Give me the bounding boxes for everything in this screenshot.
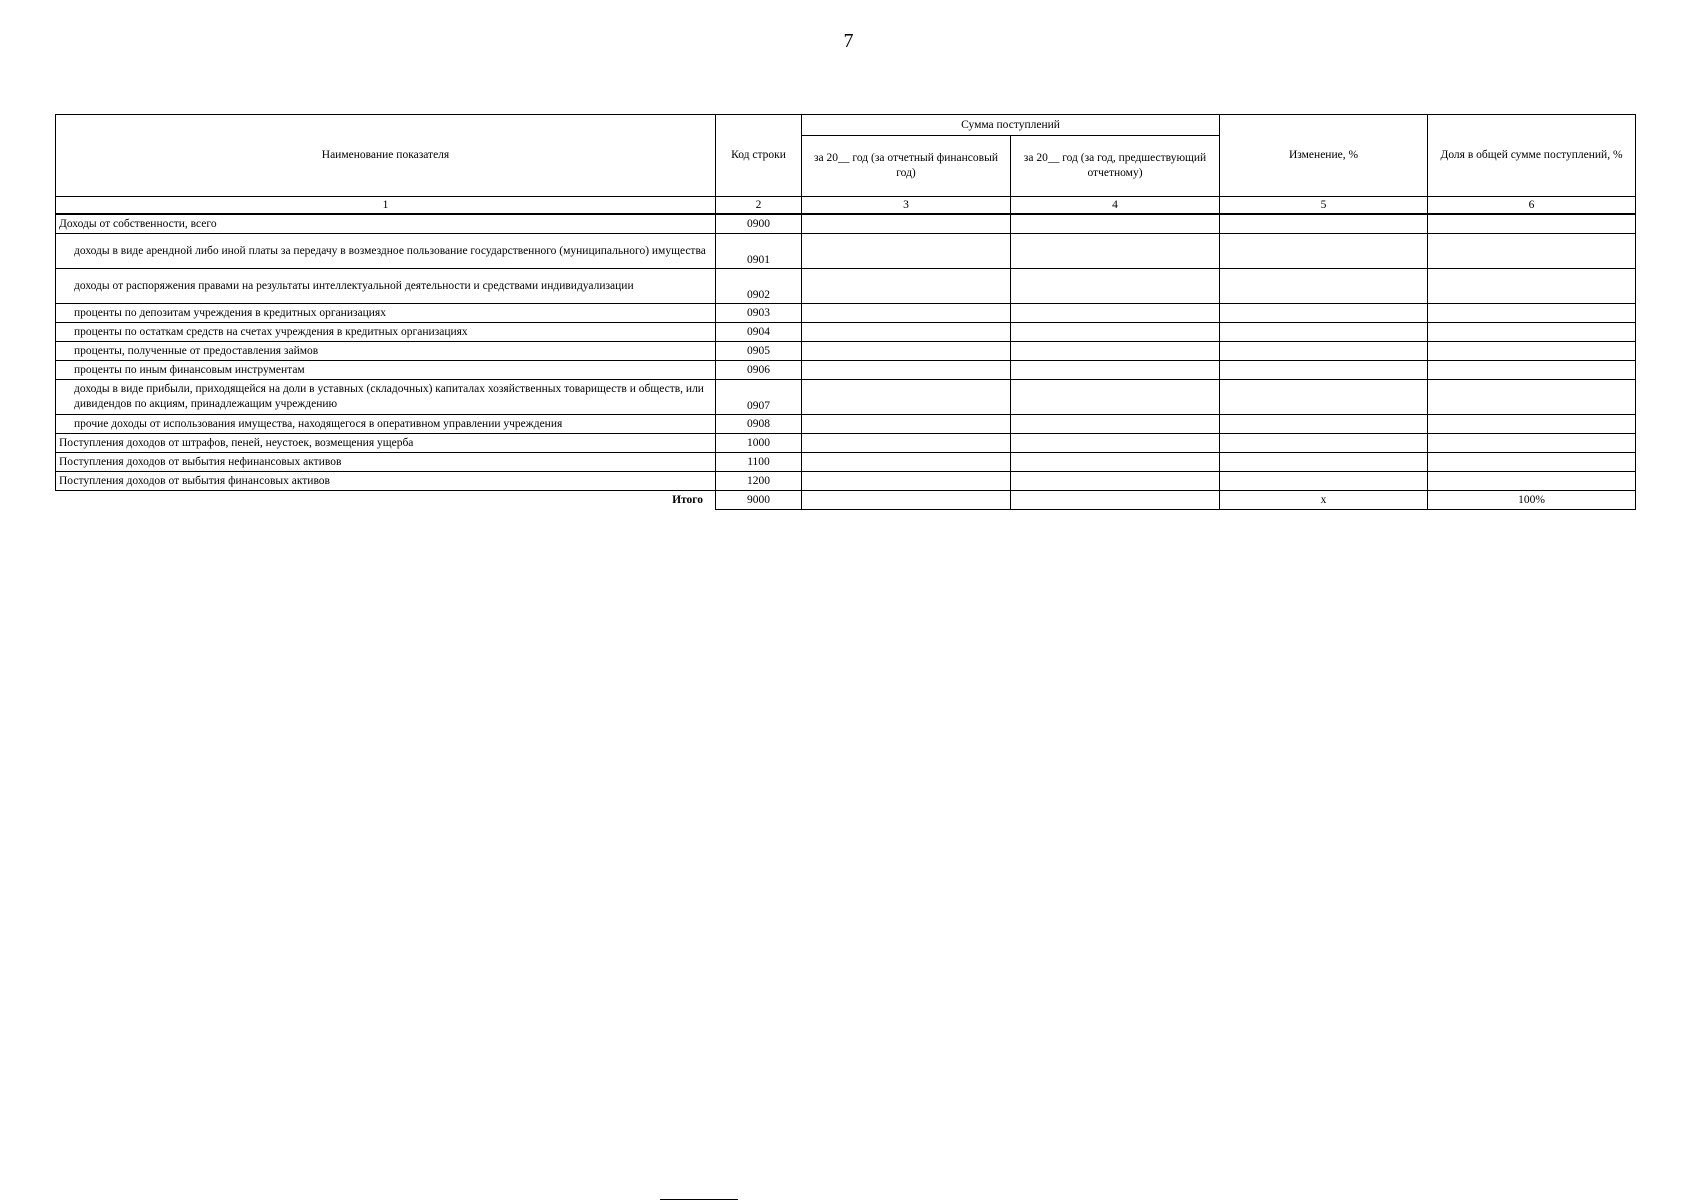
header-previous-year: за 20__ год (за год, предшествующий отчетному) (1011, 136, 1220, 197)
cell-change (1220, 361, 1428, 380)
cell-change (1220, 269, 1428, 304)
cell-share (1428, 453, 1636, 472)
cell-reporting-year (802, 434, 1011, 453)
table-row (56, 323, 1636, 342)
column-number: 2 (716, 197, 802, 215)
header-receipts-sum: Сумма поступлений (802, 115, 1220, 136)
table-row (56, 269, 1636, 304)
row-name: Поступления доходов от штрафов, пеней, неустоек, возмещения ущерба (56, 434, 716, 453)
cell-previous-year (1011, 214, 1220, 234)
row-name: доходы от распоряжения правами на результаты интеллектуальной деятельности и средствами индивидуализации (56, 269, 716, 304)
column-number: 4 (1011, 197, 1220, 215)
row-code: 0908 (716, 415, 802, 434)
cell-previous-year (1011, 234, 1220, 269)
cell-change (1220, 453, 1428, 472)
table-row (56, 415, 1636, 434)
cell-share (1428, 342, 1636, 361)
row-name: проценты по депозитам учреждения в кредитных организациях (56, 304, 716, 323)
row-code: 0905 (716, 342, 802, 361)
cell-previous-year (1011, 269, 1220, 304)
cell-share (1428, 361, 1636, 380)
cell-share (1428, 472, 1636, 491)
cell-previous-year (1011, 491, 1220, 510)
row-code: 1200 (716, 472, 802, 491)
cell-reporting-year (802, 491, 1011, 510)
header-reporting-year: за 20__ год (за отчетный финансовый год) (802, 136, 1011, 197)
row-code: 0906 (716, 361, 802, 380)
cell-change (1220, 380, 1428, 415)
table-row (56, 304, 1636, 323)
cell-reporting-year (802, 342, 1011, 361)
table-row (56, 361, 1636, 380)
cell-previous-year (1011, 342, 1220, 361)
row-name: проценты по иным финансовым инструментам (56, 361, 716, 380)
cell-change (1220, 434, 1428, 453)
cell-change (1220, 304, 1428, 323)
cell-reporting-year (802, 269, 1011, 304)
column-number: 5 (1220, 197, 1428, 215)
header-indicator-name: Наименование показателя (56, 115, 716, 197)
cell-previous-year (1011, 415, 1220, 434)
row-name: Поступления доходов от выбытия финансовых активов (56, 472, 716, 491)
cell-reporting-year (802, 453, 1011, 472)
cell-previous-year (1011, 434, 1220, 453)
cell-change (1220, 342, 1428, 361)
row-name: прочие доходы от использования имущества, находящегося в оперативном управлении учреждения (56, 415, 716, 434)
cell-change (1220, 323, 1428, 342)
row-code: 1100 (716, 453, 802, 472)
cell-change (1220, 214, 1428, 234)
total-code: 9000 (716, 491, 802, 510)
cell-share (1428, 415, 1636, 434)
cell-previous-year (1011, 472, 1220, 491)
row-name: доходы в виде прибыли, приходящейся на доли в уставных (складочных) капиталах хозяйственных товариществ и обществ, или дивидендов по акциям, принадлежащим учреждению (56, 380, 716, 415)
table-row (56, 214, 1636, 234)
cell-previous-year (1011, 453, 1220, 472)
row-code: 0903 (716, 304, 802, 323)
cell-reporting-year (802, 361, 1011, 380)
income-report-table (55, 114, 1636, 510)
total-change: x (1220, 491, 1428, 510)
cell-reporting-year (802, 415, 1011, 434)
header-share-percent: Доля в общей сумме поступлений, % (1428, 115, 1636, 197)
cell-reporting-year (802, 234, 1011, 269)
cell-change (1220, 234, 1428, 269)
cell-share (1428, 380, 1636, 415)
cell-share (1428, 269, 1636, 304)
total-share: 100% (1428, 491, 1636, 510)
table-row (56, 380, 1636, 415)
cell-change (1220, 415, 1428, 434)
table-row (56, 434, 1636, 453)
cell-previous-year (1011, 380, 1220, 415)
cell-reporting-year (802, 304, 1011, 323)
row-code: 0904 (716, 323, 802, 342)
cell-previous-year (1011, 323, 1220, 342)
column-number: 6 (1428, 197, 1636, 215)
cell-previous-year (1011, 304, 1220, 323)
cell-reporting-year (802, 472, 1011, 491)
cell-share (1428, 234, 1636, 269)
row-name: Поступления доходов от выбытия нефинансовых активов (56, 453, 716, 472)
row-name: доходы в виде арендной либо иной платы за передачу в возмездное пользование государственного (муниципального) имущества (56, 234, 716, 269)
page-number: 7 (843, 30, 854, 52)
header-line-code: Код строки (716, 115, 802, 197)
total-row (56, 491, 1636, 510)
column-number: 1 (56, 197, 716, 215)
cell-previous-year (1011, 361, 1220, 380)
row-name: Доходы от собственности, всего (56, 214, 716, 234)
row-code: 0902 (716, 269, 802, 304)
table-row (56, 472, 1636, 491)
row-name: проценты по остаткам средств на счетах учреждения в кредитных организациях (56, 323, 716, 342)
column-number: 3 (802, 197, 1011, 215)
row-code: 1000 (716, 434, 802, 453)
cell-reporting-year (802, 214, 1011, 234)
cell-reporting-year (802, 380, 1011, 415)
table-row (56, 453, 1636, 472)
cell-share (1428, 304, 1636, 323)
total-label: Итого (672, 493, 703, 506)
row-code: 0901 (716, 234, 802, 269)
row-code: 0907 (716, 380, 802, 415)
cell-share (1428, 214, 1636, 234)
row-name: проценты, полученные от предоставления займов (56, 342, 716, 361)
cell-reporting-year (802, 323, 1011, 342)
cell-share (1428, 434, 1636, 453)
table-row (56, 234, 1636, 269)
cell-change (1220, 472, 1428, 491)
row-code: 0900 (716, 214, 802, 234)
header-change-percent: Изменение, % (1220, 115, 1428, 197)
table-row (56, 342, 1636, 361)
cell-share (1428, 323, 1636, 342)
